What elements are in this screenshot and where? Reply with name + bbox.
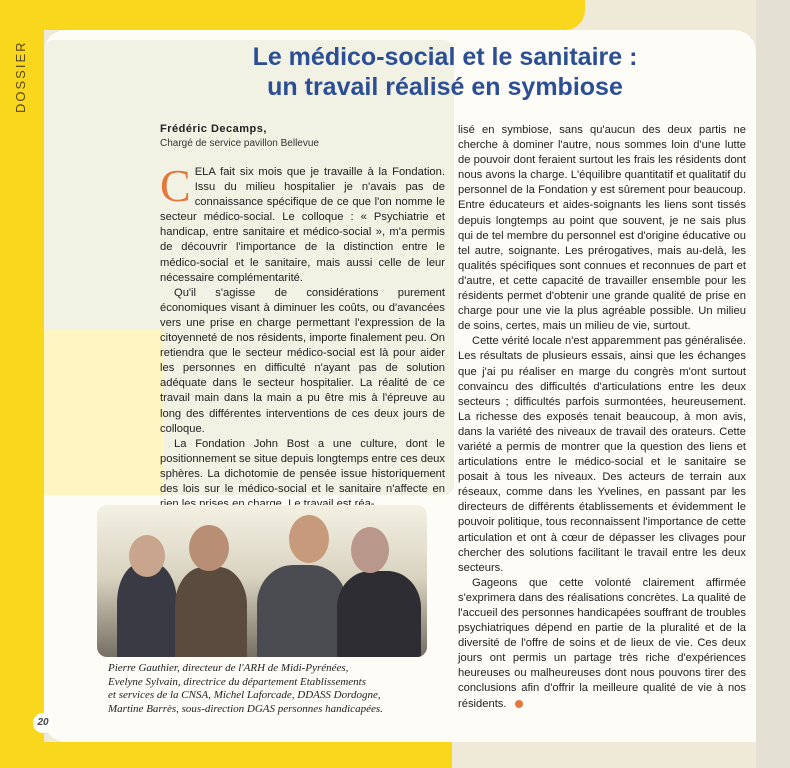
author-role: Chargé de service pavillon Bellevue [160, 138, 319, 149]
title-line-1: Le médico-social et le sanitaire : [252, 43, 638, 71]
paragraph: lisé en symbiose, sans qu'aucun des deux partis ne cherche à dominer l'autre, nous sommes loin d'une lutte de pouvoir dont feraient surtout les frais les résidents dont nous avons la charge. L'équilibre quantitatif et qualitatif du personnel de la Fondation y est sûrement pour beaucoup. Entre éducateurs et aides-soignants les liens sont tissés depuis longtemps au point que souvent, je ne sais plus qui de tel membre du personnel est d'origine éducative ou tel autre, soignante. Les prérogatives, mais au-delà, les qualités spécifiques sont connues et reconnues de part et d'autre, et cette capacité de travailler ensemble pour les résidents permet d'obtenir une grande qualité de prise en charge pour une vie la plus agréable possible. Un milieu de soins, certes, mais un milieu de vie, surtout. [458, 124, 746, 333]
caption-line: Pierre Gauthier, directeur de l'ARH de Midi-Pyrénées, [108, 662, 349, 674]
person-head [189, 525, 229, 571]
paragraph: Cette vérité locale n'est apparemment pas généralisée. Les résultats de plusieurs essais, ainsi que les échanges que j'ai pu réaliser en marge du congrès m'ont surtout convaincu des difficultés d'articulations entre les deux secteurs ; difficultés parfois surmontées, heureusement. La richesse des exposés tenait beaucoup, à mon avis, dans la variété des niveaux de travail des orateurs. Cette variété a permis de montrer que la question des liens et articulations entre le médico-social et le sanitaire se posait à tous les niveaux. Des acteurs de terrain aux réseaux, comme dans les Yvelines, en passant par les directeurs de différents établissements et évidemment le pouvoir politique, tous reconnaissent l'importance de cette articulation et ont à cœur de dépasser les clivages pour chercher des solutions facilitant le travail entre les deux secteurs. [458, 335, 746, 574]
person-figure [337, 571, 421, 657]
person-head [351, 527, 389, 573]
paragraph: Qu'il s'agisse de considérations purement économiques visant à diminuer les coûts, ou d'avancées vers une prise en charge permettant l'expression de la citoyenneté de nos résidents, importe finalement peu. On retiendra que le secteur médico-social est là pour aider les personnes en difficulté n'ayant pas de solution adéquate dans le secteur hospitalier. La réalité de ce travail main dans la main a pu être mis à l'épreuve au long des différentes interventions de ces deux jours de colloque. [160, 286, 445, 435]
article-title [140, 42, 750, 102]
paragraph: ELA fait six mois que je travaille à la Fondation. Issu du milieu hospitalier je n'avais pas de connaissance spécifique de ce que l'on nomme le secteur médico-social. Le colloque : « Psychiatrie et handicap, entre sanitaire et médico-social », m'a permis de découvrir l'importance de la distinction entre le médico-social et le sanitaire, mais aussi celle de leur nécessaire complémentarité. [160, 166, 445, 284]
yellow-left-band [0, 0, 44, 768]
event-photo [97, 505, 427, 657]
person-figure [117, 563, 177, 657]
yellow-top-band [0, 0, 585, 30]
paragraph: La Fondation John Bost a une culture, dont le positionnement se situe depuis longtemps entre ces deux sphères. La dichotomie de pensée issue historiquement des lois sur le médico-social et le sanitaire n'affecte en [160, 437, 445, 495]
left-column [160, 160, 445, 512]
show-through-yellow [44, 330, 164, 495]
right-column [458, 123, 746, 712]
title-line-2: un travail réalisé en symbiose [267, 73, 623, 101]
yellow-bottom-band [0, 742, 452, 768]
photo-caption [108, 662, 428, 717]
end-mark-icon [515, 700, 523, 708]
page-number: 20 [33, 713, 53, 733]
paragraph: Gageons que cette volonté clairement affirmée s'exprimera dans des réalisations concrètes. La qualité de l'accueil des personnes handicapées souffrant de troubles psychiatriques dépend en partie de la pluralité et de la diversité de l'offre de soins et de lieux de vie. Ces deux jours ont permis un partage très riche d'expériences heureuses ou malheureuses dont nous pouvons tirer des conclusions afin d'offrir la meilleure qualité de vie à nos résidents. [458, 576, 746, 710]
caption-line: et services de la CNSA, Michel Laforcade, DDASS Dordogne, [108, 689, 381, 702]
next-page-edge [756, 0, 790, 768]
person-figure [175, 567, 247, 657]
caption-line: Evelyne Sylvain, directrice du département Etablissements [108, 675, 367, 688]
section-label: DOSSIER [13, 40, 28, 113]
person-head [129, 535, 165, 577]
author-name: Frédéric Decamps, [160, 123, 267, 135]
caption-line: Martine Barrès, sous-direction DGAS personnes handicapées. [108, 703, 383, 716]
drop-cap: C [160, 160, 191, 211]
person-figure [257, 565, 347, 657]
person-head [289, 515, 329, 563]
